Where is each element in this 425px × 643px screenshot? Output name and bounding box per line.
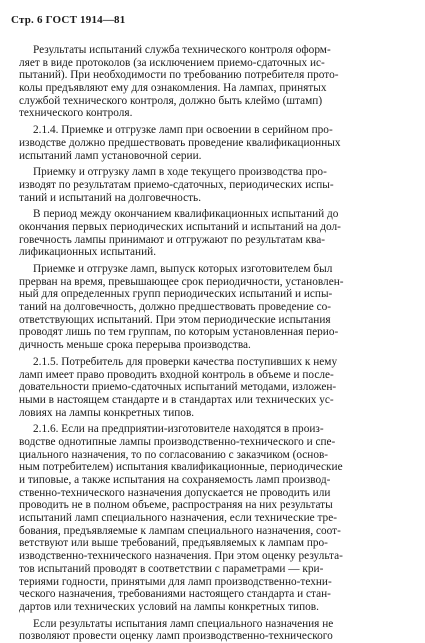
text-line: колы предъявляют ему для ознакомления. На лампах, принятых (19, 82, 327, 95)
text-line: ными в настоящем стандарте и в стандартах или технических ус- (19, 393, 334, 406)
text-line: проводить не в полном объеме, распространяя на них результаты (19, 499, 333, 512)
text-line: дичность меньше срока перерыва производства. (19, 339, 251, 352)
page-header: Стр. 6 ГОСТ 1914—81 (11, 14, 126, 26)
paragraph (19, 423, 419, 613)
text-line: бования, предъявляемые к лампам специального назначения, соот- (19, 524, 341, 537)
text-line: ламп имеет право проводить входной контроль в объеме и после- (19, 368, 334, 381)
text-line: В период между окончанием квалификационных испытаний до (33, 208, 339, 221)
text-line: 2.1.4. Приемке и отгрузке ламп при освоении в серийном про- (33, 124, 333, 137)
text-line: тов испытаний проводят в соответствии с параметрами — кри- (19, 562, 324, 575)
text-line: Приемку и отгрузку ламп в ходе текущего производства про- (33, 166, 327, 179)
text-line: Если результаты испытания ламп специального назначения не (33, 617, 334, 630)
text-line: таний и испытаний на долговечность. (19, 191, 202, 204)
paragraph (19, 44, 419, 120)
text-line: довательности приемо-сдаточных испытаний методами, изложен- (19, 381, 337, 394)
text-line: лификационных испытаний. (19, 246, 157, 259)
text-line: таний на долговечность, должно предшествовать проведение со- (19, 301, 332, 314)
text-line: ным потребителем) испытания квалификационные, периодические (19, 461, 343, 474)
text-line: технического контроля. (19, 107, 133, 120)
text-line: ответствующих испытаний. При этом периодические испытания (19, 313, 331, 326)
text-line: дартов или технических условий на лампы конкретных типов. (19, 600, 319, 613)
text-line: ственно-технического назначения допускается не проводить или (19, 486, 331, 499)
text-line: позволяют провести оценку ламп производственно-технического (19, 630, 333, 643)
paragraph (19, 124, 419, 162)
text-line: 2.1.5. Потребитель для проверки качества поступивших к нему (33, 355, 338, 368)
text-line: и типовые, а также испытания на сохраняемость ламп производ- (19, 474, 331, 486)
text-line: прерван на время, превышающее срок периодичности, установлен- (19, 275, 344, 288)
text-line: изводстве должно предшествовать проведение квалификационных (19, 136, 341, 149)
text-line: ческого назначения, требованиями настоящего стандарта и стан- (19, 588, 331, 601)
text-line: Приемке и отгрузке ламп, выпуск которых изготовителем был (33, 263, 333, 275)
text-line: службой технического контроля, должно быть клеймо (штамп) (19, 94, 323, 107)
text-line: Результаты испытаний служба технического контроля оформ- (33, 44, 331, 56)
paragraph (19, 356, 419, 419)
text-line: изводят по результатам приемо-сдаточных, периодических испы- (19, 178, 334, 191)
text-line: ный для определенных групп периодических испытаний и испы- (19, 288, 333, 301)
paragraph (19, 166, 419, 204)
paragraph (19, 263, 419, 352)
text-line: териями годности, принятыми для ламп производственно-техни- (19, 575, 332, 588)
text-line: испытаний ламп специального назначения, если технические тре- (19, 512, 337, 525)
text-line: циального назначения, то по согласованию с заказчиком (основ- (19, 448, 329, 461)
text-line: говечность лампы принимают и отгружают по результатам ква- (19, 233, 325, 246)
text-line: ловиях на лампы конкретных типов. (19, 406, 195, 419)
text-line: ветствуют или выше требований, предъявляемых к лампам про- (19, 537, 328, 550)
text-line: испытаний ламп установочной серии. (19, 149, 202, 162)
text-line: 2.1.6. Если на предприятии-изготовителе находятся в произ- (33, 423, 324, 436)
body-text (19, 44, 419, 643)
paragraph (19, 618, 419, 643)
text-line: проводят лишь по тем группам, по которым установленная перио- (19, 326, 339, 339)
paragraph (19, 208, 419, 259)
text-line: водстве однотипные лампы производственно-технического и спе- (19, 435, 336, 448)
text-line: окончания первых периодических испытаний и испытаний на дол- (19, 220, 341, 233)
text-line: изводственно-технического назначения. При этом оценку результа- (19, 550, 343, 563)
text-line: ляет в виде протоколов (за исключением приемо-сдаточных ис- (19, 56, 325, 69)
text-line: пытаний). При необходимости по требованию потребителя прото- (19, 69, 339, 82)
